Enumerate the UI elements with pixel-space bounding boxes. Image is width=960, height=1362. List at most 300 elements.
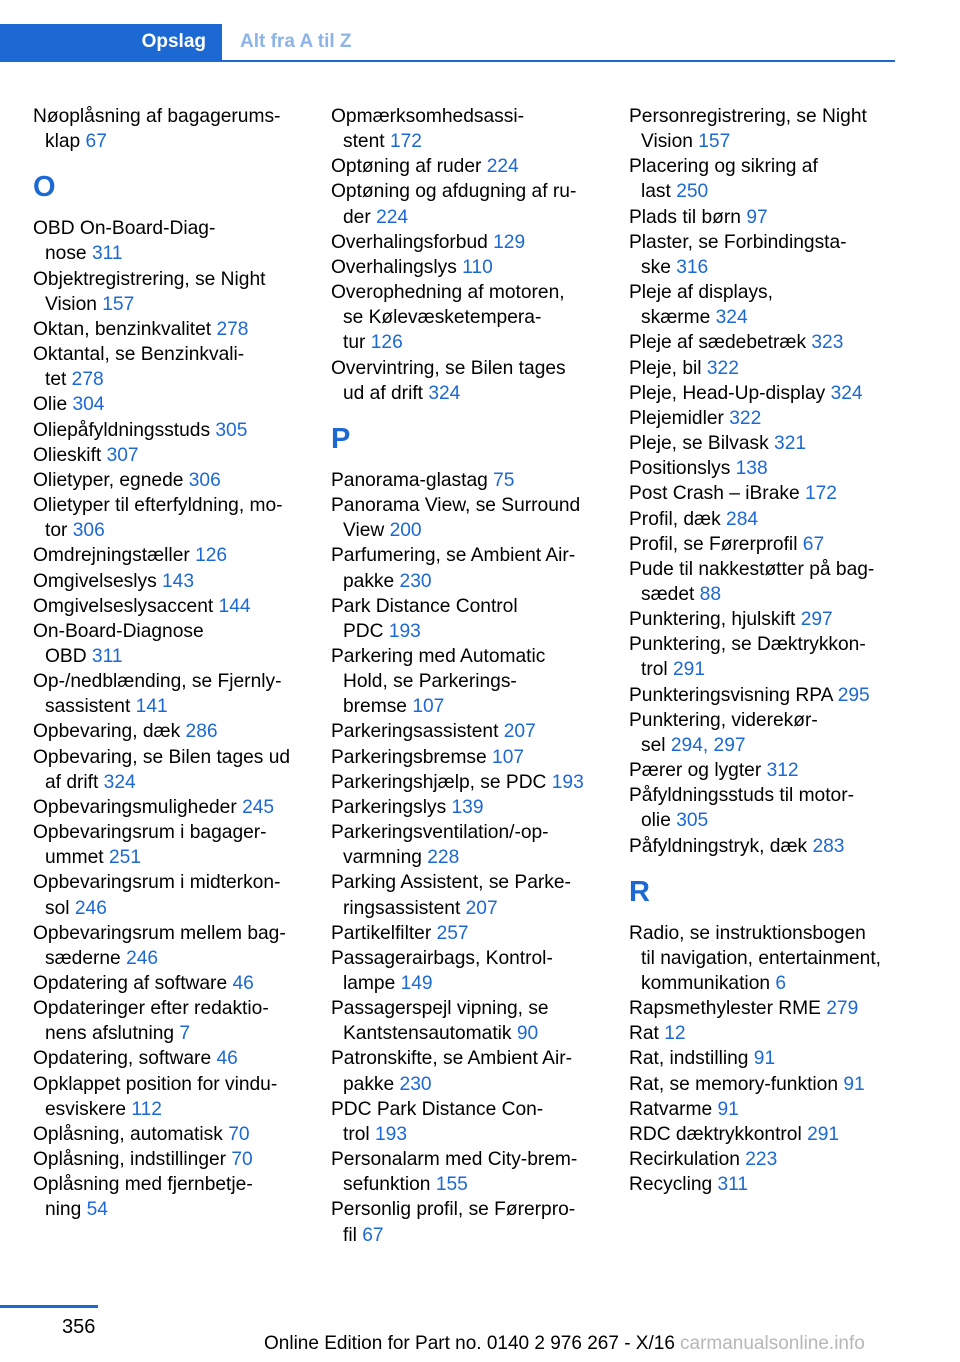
entry-text: Pude til nakkestøtter på bag- [629, 558, 875, 580]
entry-text: Rat, se memory-funktion [629, 1073, 844, 1095]
section-letter: R [629, 875, 650, 908]
page-reference-link[interactable]: 251 [108, 847, 141, 869]
index-entry [331, 921, 599, 946]
entry-text: Park Distance Control [331, 595, 518, 617]
index-entry [33, 317, 301, 342]
entry-text: Opdateringer efter redaktio- [33, 998, 269, 1020]
entry-text: Rat [629, 1023, 665, 1045]
index-entry [331, 795, 599, 820]
entry-text: Opmærksomhedsassi- [331, 106, 524, 127]
page-reference-link[interactable]: 97 [746, 206, 768, 228]
page-reference-link[interactable]: 307 [106, 444, 139, 466]
entry-text: Pleje af sædebetræk [629, 332, 812, 354]
page-reference-link[interactable]: 291 [807, 1123, 840, 1145]
index-entry [629, 921, 897, 996]
page-reference-link[interactable]: 88 [699, 583, 722, 605]
entry-text: pakke [343, 570, 400, 592]
entry-text: Profil, dæk [629, 508, 727, 530]
top-nav [0, 24, 895, 62]
entry-text: Oliepåfyldningsstuds [33, 419, 216, 441]
entry-text: Patronskifte, se Ambient Air- [331, 1048, 573, 1070]
index-entry [33, 1122, 301, 1147]
entry-text: til navigation, entertainment, [641, 947, 881, 969]
entry-text: last [641, 181, 677, 203]
index-entry [33, 870, 301, 920]
entry-text: skærme [641, 307, 716, 329]
entry-text: ringsassistent [343, 897, 466, 919]
index-entry [629, 532, 897, 557]
page-reference-link[interactable]: 294, 297 [670, 734, 746, 756]
entry-text: OBD [45, 645, 92, 667]
index-entry [629, 280, 897, 330]
index-column-3 [629, 104, 897, 1197]
page-reference-link[interactable]: 172 [804, 483, 837, 505]
entry-text: Rat, indstilling [629, 1048, 754, 1070]
page-reference-link[interactable]: 228 [427, 847, 460, 869]
page-reference-link[interactable]: 67 [802, 533, 825, 555]
index-entry [629, 1147, 897, 1172]
page-reference-link[interactable]: 224 [486, 156, 519, 178]
index-entry [33, 996, 301, 1046]
entry-text: Op-/nedblænding, se Fjernly- [33, 671, 282, 693]
entry-text: Opbevaringsrum mellem bag- [33, 922, 286, 944]
index-entry [629, 406, 897, 431]
page-reference-link[interactable]: 324 [715, 307, 748, 329]
entry-text: tor [45, 520, 73, 542]
index-entry [33, 1046, 301, 1071]
entry-text: Post Crash – iBrake [629, 483, 805, 505]
index-entry [33, 1072, 301, 1122]
index-entry [33, 543, 301, 568]
page-reference-link[interactable]: 283 [812, 835, 845, 857]
index-entry [331, 280, 599, 355]
page-reference-link[interactable]: 200 [389, 520, 422, 542]
index-entry [33, 619, 301, 669]
index-entry [629, 381, 897, 406]
entry-text: Recycling [629, 1174, 718, 1196]
entry-text: klap [45, 131, 86, 153]
entry-text: Plaster, se Forbindingsta- [629, 231, 847, 253]
index-entry [331, 154, 599, 179]
entry-text: stent [343, 131, 390, 153]
index-column-2 [331, 104, 599, 1248]
page-reference-link[interactable]: 321 [774, 433, 807, 455]
page-reference-link[interactable]: 278 [71, 369, 104, 391]
index-entry [33, 745, 301, 795]
index-entry [331, 230, 599, 255]
entry-text: Opklappet position for vindu- [33, 1073, 278, 1095]
index-entry [33, 418, 301, 443]
entry-text: Recirkulation [629, 1149, 746, 1171]
index-entry [33, 267, 301, 317]
entry-text: Pleje, se Bilvask [629, 433, 775, 455]
index-entry [629, 996, 897, 1021]
entry-text: View [343, 520, 390, 542]
index-entry [33, 392, 301, 417]
entry-text: Overhalingslys [331, 256, 463, 278]
page-reference-link[interactable]: 305 [215, 419, 248, 441]
section-letter: O [33, 171, 56, 204]
entry-text: ud af drift [343, 382, 429, 404]
index-entry [629, 431, 897, 456]
page-reference-link[interactable]: 246 [126, 947, 159, 969]
page-reference-link[interactable]: 324 [428, 382, 461, 404]
entry-text: esviskere [45, 1098, 132, 1120]
index-entry [331, 255, 599, 280]
page-reference-link[interactable]: 193 [551, 771, 584, 793]
page-reference-link[interactable]: 193 [388, 620, 421, 642]
entry-text: Nøoplåsning af bagagerums- [33, 106, 281, 127]
entry-text: sefunktion [343, 1174, 436, 1196]
index-entry [331, 1046, 599, 1096]
index-entry [629, 205, 897, 230]
tab-opslag[interactable]: Opslag [0, 24, 222, 60]
entry-text: Parfumering, se Ambient Air- [331, 545, 576, 567]
entry-text: Opbevaring, dæk [33, 721, 186, 743]
page-reference-link[interactable]: 107 [492, 746, 525, 768]
entry-text: kommunikation [641, 973, 776, 994]
index-entry [33, 342, 301, 392]
index-entry [629, 1097, 897, 1122]
page-reference-link[interactable]: 257 [436, 922, 469, 944]
entry-text: Panorama View, se Surround [331, 495, 581, 517]
page-reference-link[interactable]: 157 [102, 293, 135, 315]
entry-text: PDC Park Distance Con- [331, 1098, 544, 1120]
entry-text: On-Board-Diagnose [33, 620, 204, 642]
page-reference-link[interactable]: 304 [72, 394, 105, 416]
index-entry [629, 1072, 897, 1097]
entry-text: Kantstensautomatik [343, 1023, 517, 1045]
page-reference-link[interactable]: 291 [673, 659, 706, 681]
page-reference-link[interactable]: 246 [74, 897, 107, 919]
entry-text: Olietyper til efterfyldning, mo- [33, 495, 283, 517]
entry-text: Omgivelseslysaccent [33, 595, 219, 617]
entry-text: Parking Assistent, se Parke- [331, 872, 571, 894]
page-reference-link[interactable]: 126 [195, 545, 228, 567]
page-reference-link[interactable]: 306 [188, 469, 221, 491]
index-entry [331, 468, 599, 493]
index-entry [629, 783, 897, 833]
entry-text: Personregistrering, se Night [629, 106, 867, 127]
index-entry [33, 669, 301, 719]
page-reference-link[interactable]: 129 [493, 231, 526, 253]
entry-text: Opbevaringsmuligheder [33, 796, 243, 818]
index-entry [629, 1046, 897, 1071]
header-rule [0, 60, 895, 62]
index-entry [331, 493, 599, 543]
page-reference-link[interactable]: 284 [726, 508, 759, 530]
page-reference-link[interactable]: 6 [775, 973, 787, 994]
page-reference-link[interactable]: 250 [676, 181, 709, 203]
entry-text: Påfyldningsstuds til motor- [629, 785, 855, 807]
page-reference-link[interactable]: 311 [91, 243, 123, 265]
entry-text: Omdrejningstæller [33, 545, 196, 567]
page-reference-link[interactable]: 7 [179, 1023, 191, 1045]
page-reference-link[interactable]: 279 [826, 998, 859, 1020]
page-number: 356 [62, 1316, 96, 1338]
index-entry [331, 719, 599, 744]
entry-text: Optøning og afdugning af ru- [331, 181, 577, 203]
index-entry [629, 330, 897, 355]
page-reference-link[interactable]: 138 [735, 458, 768, 480]
page-reference-link[interactable]: 172 [389, 131, 422, 153]
page-reference-link[interactable]: 223 [745, 1149, 778, 1171]
index-entry [331, 543, 599, 593]
page-reference-link[interactable]: 143 [162, 570, 195, 592]
page-reference-link[interactable]: 245 [242, 796, 275, 818]
page-reference-link[interactable]: 312 [766, 760, 799, 782]
index-entry [331, 820, 599, 870]
index-entry [331, 356, 599, 406]
entry-text: Passagerairbags, Kontrol- [331, 947, 553, 969]
entry-text: Pleje, Head-Up-display [629, 382, 831, 404]
index-entry [629, 1021, 897, 1046]
entry-text: tet [45, 369, 72, 391]
entry-text: der [343, 206, 377, 228]
page-reference-link[interactable]: 323 [811, 332, 844, 354]
index-entry [629, 607, 897, 632]
entry-text: Oktantal, se Benzinkvali- [33, 344, 245, 366]
entry-text: Parkeringslys [331, 796, 452, 818]
page-reference-link[interactable]: 324 [830, 382, 863, 404]
index-entry [331, 946, 599, 996]
index-entry [331, 644, 599, 719]
entry-text: Oplåsning med fjernbetje- [33, 1174, 253, 1196]
entry-text: Parkeringsventilation/-op- [331, 822, 549, 844]
index-entry [331, 104, 599, 154]
entry-text: Opbevaringsrum i midterkon- [33, 872, 281, 894]
index-entry [629, 557, 897, 607]
page-reference-link[interactable]: 70 [228, 1123, 250, 1145]
page-reference-link[interactable]: 306 [72, 520, 105, 542]
entry-text: Passagerspejl vipning, se [331, 998, 549, 1020]
entry-text: Personlig profil, se Førerpro- [331, 1199, 576, 1221]
index-entry [629, 104, 897, 154]
index-entry [331, 1097, 599, 1147]
entry-text: ske [641, 256, 677, 278]
entry-text: Olieskift [33, 444, 107, 466]
entry-text: Punkteringsvisning RPA [629, 684, 838, 706]
entry-text: PDC [343, 620, 389, 642]
entry-text: Plejemidler [629, 407, 730, 429]
page-reference-link[interactable]: 91 [753, 1048, 776, 1070]
entry-text: Radio, se instruktionsbogen [629, 922, 866, 944]
page-reference-link[interactable]: 91 [717, 1098, 739, 1120]
entry-text: nose [45, 243, 92, 265]
entry-text: Pleje, bil [629, 357, 707, 379]
page-reference-link[interactable]: 316 [676, 256, 709, 278]
entry-text: lampe [343, 973, 401, 994]
page-reference-link[interactable]: 297 [800, 609, 833, 631]
index-entry [629, 456, 897, 481]
page-reference-link[interactable]: 224 [376, 206, 409, 228]
page-reference-link[interactable]: 286 [185, 721, 218, 743]
page-reference-link[interactable]: 207 [465, 897, 498, 919]
entry-text: Optøning af ruder [331, 156, 487, 178]
page-reference-link[interactable]: 311 [717, 1174, 749, 1196]
index-entry [331, 770, 599, 795]
entry-text: Opbevaringsrum i bagager- [33, 822, 267, 844]
entry-text: Positionslys [629, 458, 736, 480]
index-entry [33, 443, 301, 468]
index-column-1 [33, 104, 301, 1223]
entry-text: Profil, se Førerprofil [629, 533, 803, 555]
index-entry [33, 594, 301, 619]
entry-text: Rapsmethylester RME [629, 998, 827, 1020]
page-reference-link[interactable]: 110 [462, 256, 493, 278]
index-entry [331, 996, 599, 1046]
entry-text: sædet [641, 583, 700, 605]
entry-text: Placering og sikring af [629, 156, 818, 178]
entry-text: Parkeringsassistent [331, 721, 504, 743]
index-entry [33, 719, 301, 744]
page-reference-link[interactable]: 112 [131, 1098, 162, 1120]
page-reference-link[interactable]: 193 [375, 1123, 408, 1145]
entry-text: sel [641, 734, 671, 756]
entry-text: sassistent [45, 696, 136, 718]
index-entry [331, 179, 599, 229]
index-entry [629, 758, 897, 783]
index-entry [629, 230, 897, 280]
index-entry [33, 1147, 301, 1172]
entry-text: Ratvarme [629, 1098, 718, 1120]
index-entry [629, 481, 897, 506]
watermark: carmanualsonline.info [680, 1333, 865, 1354]
entry-text: Hold, se Parkerings- [343, 671, 517, 693]
index-entry [331, 594, 599, 644]
page-reference-link[interactable]: 322 [706, 357, 739, 379]
page-reference-link[interactable]: 139 [451, 796, 484, 818]
page-reference-link[interactable]: 278 [216, 318, 249, 340]
entry-text: ning [45, 1199, 87, 1221]
page-reference-link[interactable]: 70 [231, 1149, 253, 1171]
page-reference-link[interactable]: 141 [135, 696, 168, 718]
index-entry [33, 468, 301, 493]
entry-text: Panorama-glastag [331, 469, 494, 491]
page-reference-link[interactable]: 46 [216, 1048, 238, 1070]
page-reference-link[interactable]: 54 [86, 1199, 108, 1221]
entry-text: varmning [343, 847, 428, 869]
page-reference-link[interactable]: 305 [676, 810, 709, 832]
index-entry [331, 870, 599, 920]
index-entry [33, 820, 301, 870]
index-entry [33, 104, 301, 154]
entry-text: OBD On-Board-Diag- [33, 218, 216, 240]
page-reference-link[interactable]: 75 [493, 469, 515, 491]
page-reference-link[interactable]: 91 [843, 1073, 865, 1095]
entry-text: Pleje af displays, [629, 282, 773, 304]
entry-text: Objektregistrering, se Night [33, 268, 266, 290]
entry-text: Punktering, viderekør- [629, 709, 818, 731]
entry-text: sæderne [45, 947, 127, 969]
page-reference-link[interactable]: 230 [399, 570, 432, 592]
page-reference-link[interactable]: 322 [729, 407, 762, 429]
index-entry [629, 154, 897, 204]
entry-text: Personalarm med City-brem- [331, 1149, 578, 1171]
page-reference-link[interactable]: 207 [503, 721, 536, 743]
index-entry [331, 1197, 599, 1247]
entry-text: Punktering, hjulskift [629, 609, 801, 631]
index-entry [33, 1172, 301, 1222]
entry-text: Overhalingsforbud [331, 231, 494, 253]
page-reference-link[interactable]: 155 [435, 1174, 468, 1196]
index-entry [629, 632, 897, 682]
index-entry [33, 921, 301, 971]
entry-text: Oplåsning, indstillinger [33, 1149, 232, 1171]
section-letter: P [331, 422, 351, 455]
index-entry [629, 834, 897, 859]
entry-text: olie [641, 810, 677, 832]
entry-text: trol [641, 659, 673, 681]
entry-text: nens afslutning [45, 1023, 180, 1045]
entry-text: Påfyldningstryk, dæk [629, 835, 813, 857]
index-entry [629, 1122, 897, 1147]
index-entry [629, 1172, 897, 1197]
entry-text: pakke [343, 1073, 400, 1095]
page-reference-link[interactable]: 157 [698, 131, 731, 153]
page-reference-link[interactable]: 295 [837, 684, 870, 706]
entry-text: se Kølevæsketempera- [343, 307, 542, 329]
entry-text: Overophedning af motoren, [331, 282, 565, 304]
page-reference-link[interactable]: 126 [370, 332, 403, 354]
entry-text: Olie [33, 394, 73, 416]
entry-text: sol [45, 897, 75, 919]
entry-text: bremse [343, 696, 413, 718]
page-reference-link[interactable]: 107 [412, 696, 445, 718]
page-reference-link[interactable]: 67 [362, 1224, 384, 1246]
page-reference-link[interactable]: 67 [85, 131, 107, 153]
entry-text: Vision [641, 131, 699, 153]
index-entry [33, 493, 301, 543]
entry-text: Plads til børn [629, 206, 747, 228]
entry-text: Opbevaring, se Bilen tages ud [33, 746, 291, 768]
page-reference-link[interactable]: 46 [232, 973, 254, 994]
page-reference-link[interactable]: 149 [400, 973, 433, 994]
entry-text: Pærer og lygter [629, 760, 767, 782]
entry-text: fil [343, 1224, 363, 1246]
page-reference-link[interactable]: 324 [103, 771, 136, 793]
entry-text: Oplåsning, automatisk [33, 1123, 229, 1145]
index-entry [629, 683, 897, 708]
index-entry [629, 356, 897, 381]
entry-text: Parkering med Automatic [331, 645, 546, 667]
page-reference-link[interactable]: 12 [664, 1023, 686, 1045]
index-entry [33, 971, 301, 996]
index-entry [33, 795, 301, 820]
entry-text: Parkeringshjælp, se PDC [331, 771, 552, 793]
index-entry [33, 569, 301, 594]
entry-text: Overvintring, se Bilen tages [331, 357, 566, 379]
index-entry [629, 507, 897, 532]
entry-text: Opdatering af software [33, 973, 233, 994]
entry-text: Vision [45, 293, 103, 315]
footer-rule [0, 1305, 98, 1308]
entry-text: Parkeringsbremse [331, 746, 493, 768]
edition-note: Online Edition for Part no. 0140 2 976 267 - X/16 [264, 1333, 675, 1354]
entry-text: Partikelfilter [331, 922, 437, 944]
tab-alt-fra-a-til-z[interactable]: Alt fra A til Z [240, 31, 352, 52]
entry-text: RDC dæktrykkontrol [629, 1123, 808, 1145]
entry-text: trol [343, 1123, 375, 1145]
index-entry [33, 216, 301, 266]
entry-text: af drift [45, 771, 104, 793]
page-reference-link[interactable]: 90 [516, 1023, 539, 1045]
page-reference-link[interactable]: 311 [91, 645, 123, 667]
index-entry [331, 745, 599, 770]
index-entry [331, 1147, 599, 1197]
page-reference-link[interactable]: 230 [399, 1073, 432, 1095]
page-reference-link[interactable]: 144 [218, 595, 251, 617]
